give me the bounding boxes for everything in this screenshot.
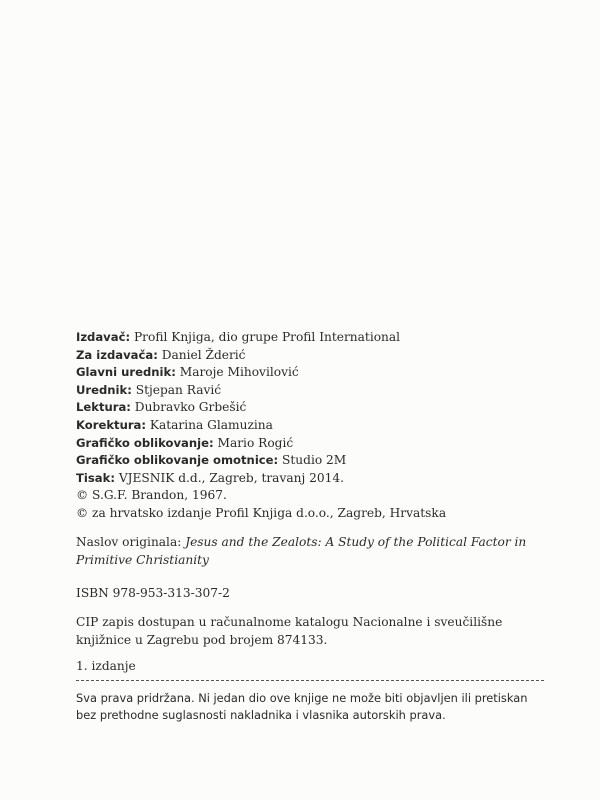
edition: 1. izdanje [76, 659, 136, 673]
credit-value: Stjepan Ravić [131, 382, 222, 397]
copyright-croatian-edition [76, 505, 576, 523]
credit-for-publisher [76, 347, 576, 365]
credit-label: Korektura: [76, 417, 147, 432]
credit-language-editing [76, 399, 576, 417]
credit-value: Dubravko Grbešić [130, 400, 247, 415]
cip-record: CIP zapis dostupan u računalnome katalogu Nacionalne i sveučilišne knjižnice u Zagrebu pod brojem 874133. [76, 615, 503, 647]
credit-value: © S.G.F. Brandon, 1967. [76, 488, 227, 503]
credit-value: Katarina Glamuzina [146, 417, 273, 432]
original-title [76, 534, 556, 569]
credit-proofreading [76, 417, 576, 435]
credit-editor-in-chief [76, 364, 576, 382]
credit-value: Studio 2M [278, 453, 347, 468]
copyright-original [76, 487, 576, 505]
original-title-work: Jesus and the Zealots: A Study of the Political Factor in Primitive Christianity [76, 535, 527, 567]
credit-label: Tisak: [76, 470, 115, 485]
rights-notice: Sva prava pridržana. Ni jedan dio ove knjige ne može biti objavljen ili pretiskan bez prethodne suglasnosti nakladnika i vlasnika autorskih prava. [76, 691, 528, 723]
credits-list [76, 329, 576, 523]
credit-value: © za hrvatsko izdanje Profil Knjiga d.o.o., Zagreb, Hrvatska [76, 505, 447, 520]
credit-label: Glavni urednik: [76, 365, 176, 380]
credit-value: Maroje Mihovilović [175, 365, 299, 380]
credit-label: Urednik: [76, 382, 132, 397]
credit-value: Profil Knjiga, dio grupe Profil International [130, 330, 401, 344]
original-title-label: Naslov originala: [76, 535, 186, 549]
credit-cover-design [76, 452, 576, 470]
credit-label: Grafičko oblikovanje omotnice: [76, 453, 279, 468]
credit-value: VJESNIK d.d., Zagreb, travanj 2014. [114, 470, 344, 485]
credit-label: Izdavač: [76, 330, 131, 344]
credit-label: Za izdavača: [76, 347, 158, 362]
credit-label: Lektura: [76, 400, 131, 415]
credit-editor [76, 382, 576, 400]
credit-publisher [76, 329, 576, 347]
credit-value: Daniel Žderić [157, 347, 246, 362]
credit-label: Grafičko oblikovanje: [76, 435, 214, 450]
credit-value: Mario Rogić [213, 435, 294, 450]
credit-graphic-design [76, 435, 576, 453]
credit-printing [76, 470, 576, 488]
dashed-divider [76, 680, 544, 681]
isbn: ISBN 978-953-313-307-2 [76, 586, 230, 600]
